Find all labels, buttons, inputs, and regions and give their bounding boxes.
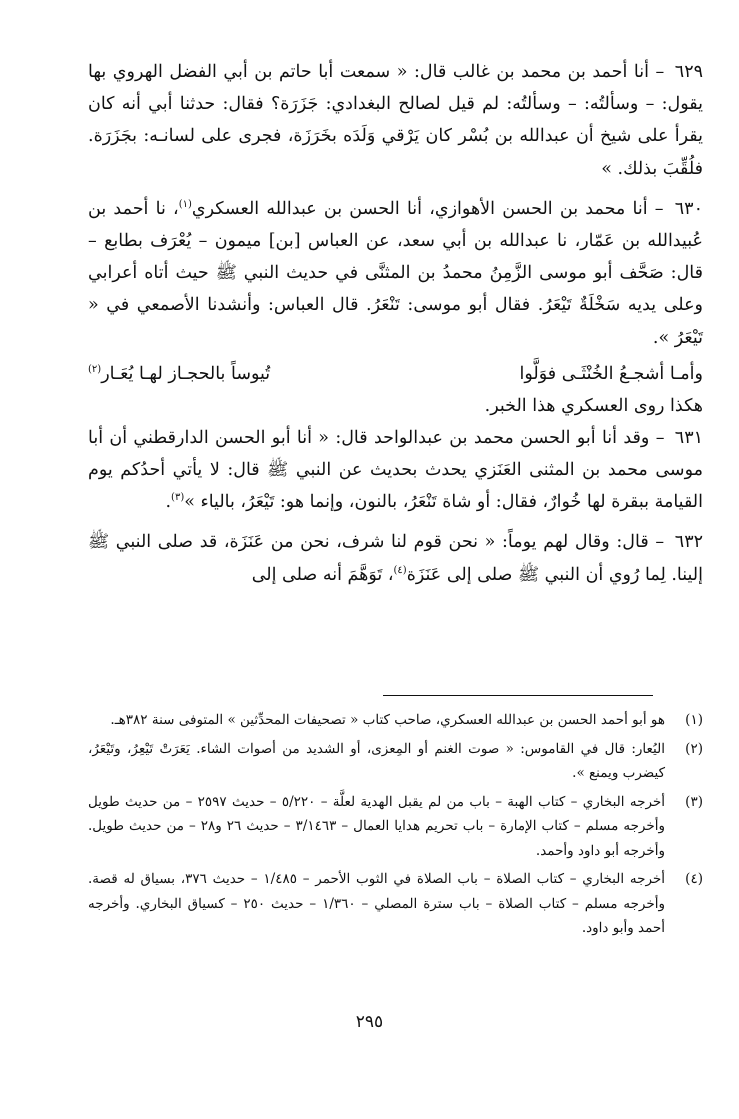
paragraph-629 [88, 56, 703, 185]
footnote-text: أخرجه البخاري – كتاب الصلاة – باب الصلاة في الثوب الأحمر – ١/٤٨٥ – حديث ٣٧٦، بسياق له قصة. وأخرجه مسلم – كتاب الصلاة – باب سترة المصلي – ١/٣٦٠ – حديث ٢٥٠ – كسياق البخاري. وأخرجه أحمد وأبو داود. [88, 871, 666, 936]
item-number: ٦٣٢ [674, 532, 703, 553]
paragraph-630 [88, 193, 703, 354]
paragraph-631 [88, 422, 703, 519]
footnote-text: هو أبو أحمد الحسن بن عبدالله العسكري، صاحب كتاب « تصحيفات المحدِّثين » المتوفى سنة ٣٨٢هـ. [110, 712, 665, 728]
footnote-divider [383, 695, 653, 696]
item-number: ٦٣١ [674, 427, 703, 448]
item-number: ٦٢٩ [674, 62, 703, 82]
verse-comment: هكذا روى العسكري هذا الخبر. [484, 395, 703, 416]
paragraph-text: – أنا أحمد بن محمد بن غالب قال: « سمعت أبا حاتم بن أبي الفضل الهروي بها يقول: – وسألتُه: – وسألتُه: لم قيل لصالح البغدادي: جَزَرَة؟ فقال: حدثنا أبي أنه كان يقرأ على شيخ أن عبدالله بن بُسْر كان يَرْقي وَلَدَه بخَرَزَة، فجرى على لسانـه: بجَزَرَة. فلُقِّبَ بذلك. » [88, 62, 703, 179]
verse-first-hemistich: وأمـا أشجـعُ الخُنْثَـى فوَلَّوا [519, 363, 703, 384]
footnote-number: (٤) [685, 871, 703, 887]
footnote-number: (٣) [685, 793, 703, 810]
footnote-number: (١) [685, 712, 703, 728]
footnote-2 [88, 737, 703, 786]
footnote-ref-1: (١) [178, 198, 192, 210]
footnote-text: اليُعار: قال في القاموس: « صوت الغنم أو المِعزى، أو الشديد من أصوات الشاء. يَعَرَتْ تَيْعِرُ، وتَيْعَرُ، كيضرب ويمنع ». [88, 740, 665, 781]
footnote-4 [88, 867, 703, 941]
footnote-ref-4: (٤) [393, 564, 407, 576]
verse-second-hemistich [88, 358, 270, 390]
paragraph-text: – أنا محمد بن الحسن الأهوازي، أنا الحسن بن عبدالله العسكري [191, 198, 664, 219]
footnotes [88, 708, 703, 945]
footnote-number: (٢) [685, 740, 703, 757]
poetry-verse [88, 358, 703, 390]
footnote-text: أخرجه البخاري – كتاب الهبة – باب من لم يقبل الهدية لعلَّة – ٥/٢٢٠ – حديث ٢٥٩٧ – من حديث طويل وأخرجه مسلم – كتاب الإمارة – باب تحريم هدايا العمال – ٣/١٤٦٣ – حديث ٢٦ و٢٨ – من حديث طويل. وأخرجه أبو داود وأحمد. [88, 793, 665, 859]
footnote-3 [88, 790, 703, 864]
verse-second-hemistich-text: تُيوساً بالحجـاز لهـا يُعَـار [101, 363, 271, 384]
main-text [88, 56, 703, 591]
paragraph-632 [88, 526, 703, 590]
item-number: ٦٣٠ [674, 198, 703, 219]
footnote-ref-3: (٣) [171, 492, 185, 504]
paragraph-text: . [165, 492, 172, 513]
paragraph-text: ، تَوَهَّمَ أنه صلى إلى [251, 564, 394, 585]
paragraph-text: – وقد أنا أبو الحسن محمد بن عبدالواحد قال: « أنا أبو الحسن الدارقطني أن أبا موسى محمد بن المثنى العَنَزي يحدث بحديث عن النبي ﷺ قال: لا يأتي أحدُكم يوم القيامة ببقرة لها خُوارٌ، فقال: أو شاة تَنْعَرُ، بالنون، وإنما هو: تَيْعَرُ، بالياء » [88, 427, 703, 513]
paragraph-text: ، نا أحمد بن عُبيدالله بن عَمّار، نا عبدالله بن أبي سعد، عن العباس [بن] ميمون – يُعْرَف بطابع – قال: صَحَّف أبو موسى الزَّمِنُ محمدُ بن المثنَّى في حديث النبي ﷺ حيث أتاه أعرابي وعلى يديه سَخْلَةٌ تَيْعَرُ. فقال أبو موسى: تَنْعَرُ. قال العباس: وأنشدنا الأصمعي في « تَيْعَرُ ». [88, 198, 703, 348]
paragraph-text: – قال: وقال لهم يوماً: « نحن قوم لنا شرف، نحن من عَنَزَة، قد صلى النبي ﷺ إلينا. لِما رُوي أن النبي ﷺ صلى إلى عَنَزَة [88, 532, 703, 585]
footnote-1 [88, 708, 703, 733]
page-number: ٢٩٥ [355, 1012, 384, 1032]
footnote-ref-2: (٢) [88, 364, 102, 375]
